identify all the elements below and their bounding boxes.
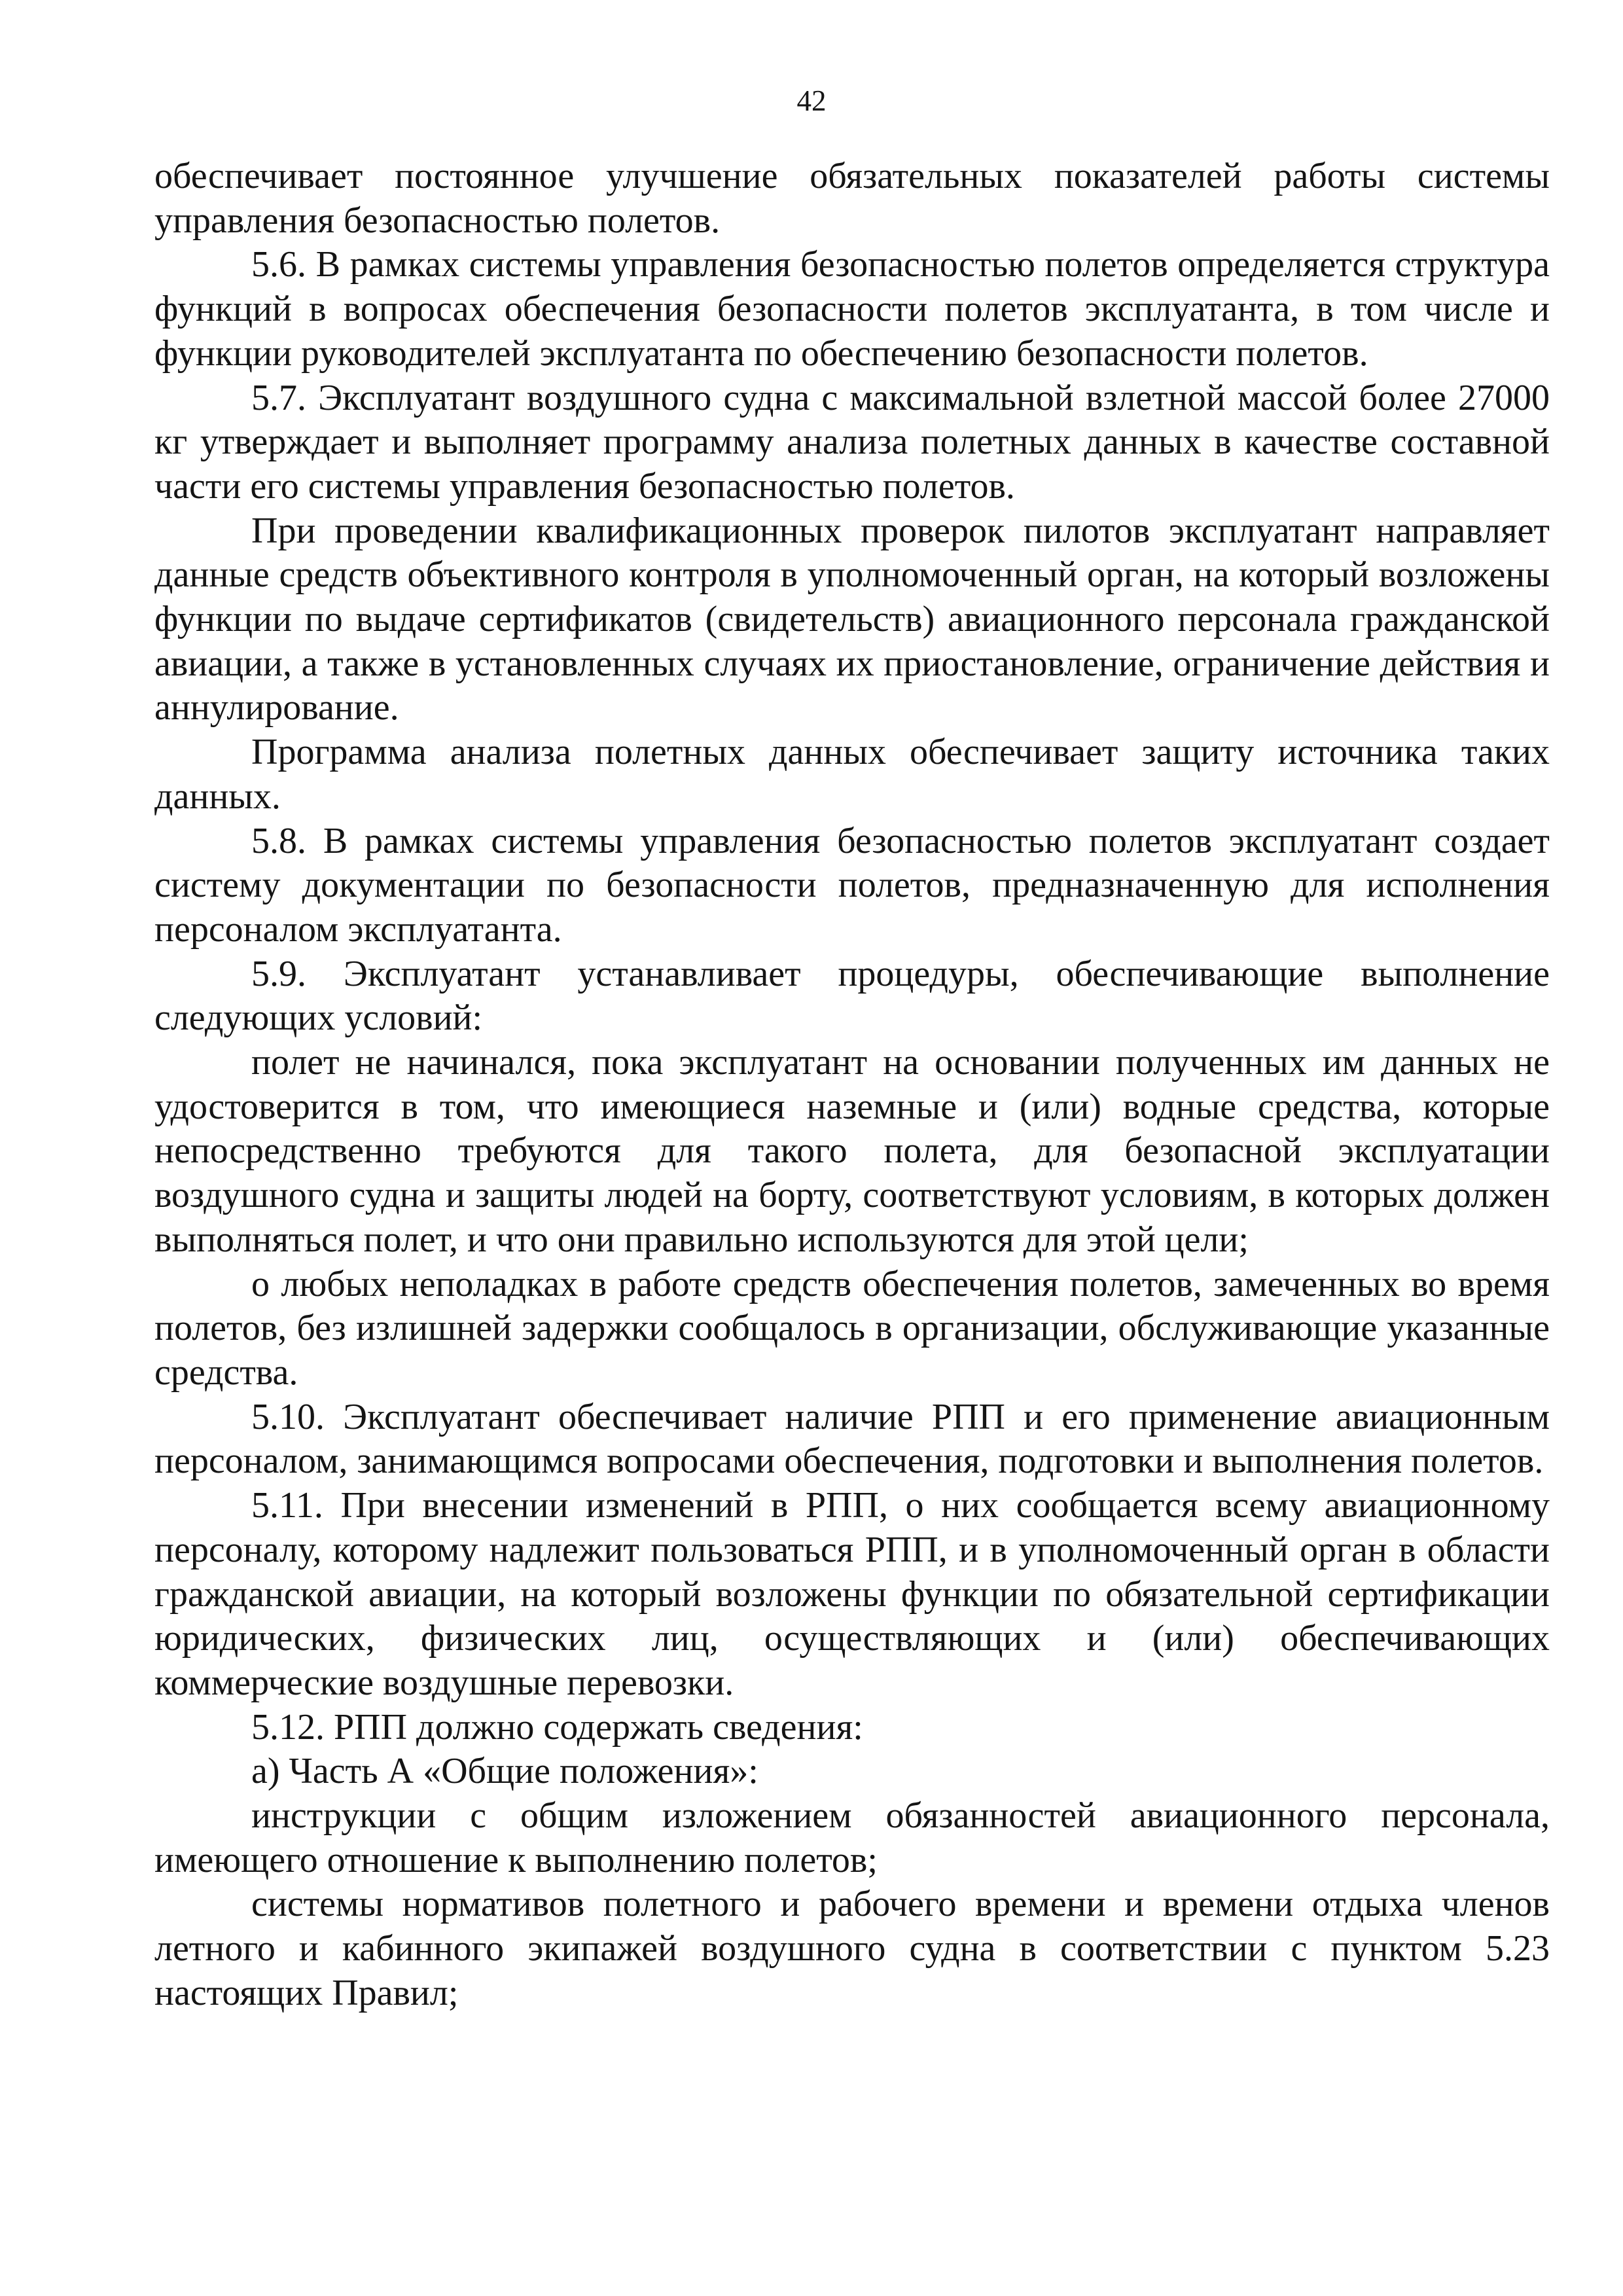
- paragraph-safety-improvement: обеспечивает постоянное улучшение обязательных показателей работы системы управления безопасностью полетов.: [154, 156, 1550, 241]
- paragraph-5-8: 5.8. В рамках системы управления безопасностью полетов эксплуатант создает систему документации по безопасности полетов, предназначенную для исполнения персоналом эксплуатанта.: [154, 820, 1550, 950]
- document-body: [154, 154, 1550, 2016]
- paragraph-pilot-checks: При проведении квалификационных проверок пилотов эксплуатант направляет данные средств объективного контроля в уполномоченный орган, на который возложены функции по выдаче сертификатов (свидетельств) авиационного персонала гражданской авиации, а также в установленных случаях их приостановление, ограничение действия и аннулирование.: [154, 510, 1550, 728]
- paragraph-5-6: 5.6. В рамках системы управления безопасностью полетов определяется структура функций в вопросах обеспечения безопасности полетов эксплуатанта, в том числе и функции руководителей эксплуатанта по обеспечению безопасности полетов.: [154, 244, 1550, 374]
- paragraph-5-12: 5.12. РПП должно содержать сведения:: [251, 1706, 863, 1748]
- paragraph-5-11: 5.11. При внесении изменений в РПП, о них сообщается всему авиационному персоналу, которому надлежит пользоваться РПП, и в уполномоченный орган в области гражданской авиации, на который возложены функции по обязательной сертификации юридических, физических лиц, осуществляющих и (или) обеспечивающих коммерческие воздушные перевозки.: [154, 1485, 1550, 1703]
- paragraph-instructions: инструкции с общим изложением обязанностей авиационного персонала, имеющего отношение к выполнению полетов;: [154, 1795, 1550, 1880]
- paragraph-malfunction-reporting: о любых неполадках в работе средств обеспечения полетов, замеченных во время полетов, без излишней задержки сообщалось в организации, обслуживающие указанные средства.: [154, 1263, 1550, 1393]
- paragraph-5-9: 5.9. Эксплуатант устанавливает процедуры, обеспечивающие выполнение следующих условий:: [154, 953, 1550, 1039]
- paragraph-data-protection: Программа анализа полетных данных обеспечивает защиту источника таких данных.: [154, 732, 1550, 817]
- paragraph-time-norms: системы нормативов полетного и рабочего времени и времени отдыха членов летного и кабинного экипажей воздушного судна в соответствии с пунктом 5.23 настоящих Правил;: [154, 1884, 1550, 2013]
- paragraph-5-7: 5.7. Эксплуатант воздушного судна с максимальной взлетной массой более 27000 кг утверждает и выполняет программу анализа полетных данных в качестве составной части его системы управления безопасностью полетов.: [154, 377, 1550, 507]
- page-number: 42: [796, 84, 827, 117]
- paragraph-flight-start-condition: полет не начинался, пока эксплуатант на основании полученных им данных не удостоверится в том, что имеющиеся наземные и (или) водные средства, которые непосредственно требуются для такого полета, для безопасной эксплуатации воздушного судна и защиты людей на борту, соответствуют условиям, в которых должен выполняться полет, и что они правильно используются для этой цели;: [154, 1042, 1550, 1260]
- paragraph-5-10: 5.10. Эксплуатант обеспечивает наличие РПП и его применение авиационным персоналом, занимающимся вопросами обеспечения, подготовки и выполнения полетов.: [154, 1396, 1550, 1482]
- paragraph-part-a: а) Часть А «Общие положения»:: [251, 1751, 758, 1792]
